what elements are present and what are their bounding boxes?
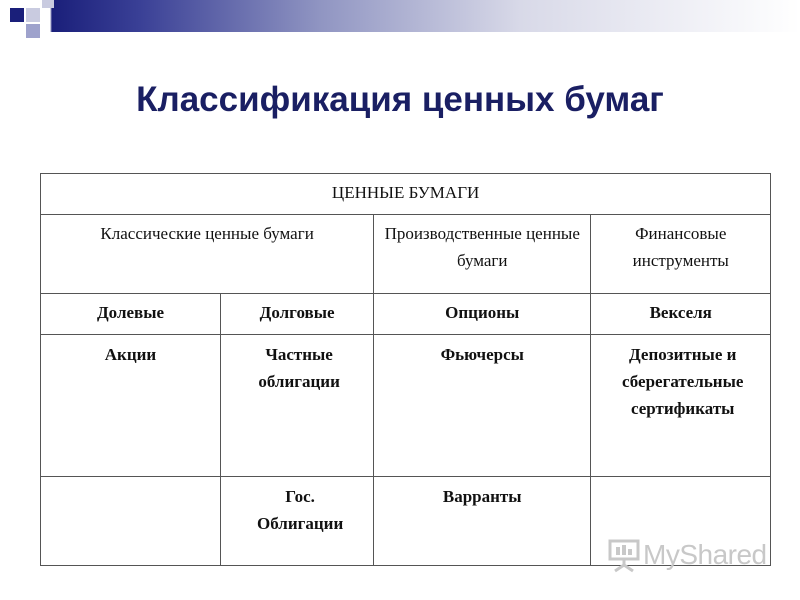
corner-square-dark	[10, 8, 24, 22]
table-cell	[374, 335, 591, 477]
watermark	[607, 535, 767, 575]
table-cell	[221, 477, 374, 566]
table-cell	[221, 335, 374, 477]
cell-text: Акции	[104, 345, 157, 364]
cell-text: Частные облигации	[258, 345, 340, 391]
cell-text: Депозитные и сберегательные сертификаты	[622, 345, 744, 418]
group-cell-classic	[41, 215, 374, 294]
group-label: Производственные ценные бумаги	[384, 224, 580, 270]
watermark-text: MyShared	[643, 539, 767, 570]
cell-text: Гос. Облигации	[257, 487, 344, 533]
table-header-cell	[41, 174, 771, 215]
header-band-gap	[40, 32, 800, 38]
group-cell-financial	[591, 215, 771, 294]
cell-text: Варранты	[442, 487, 522, 506]
corner-square-mid	[26, 24, 40, 38]
classification-table	[40, 173, 771, 566]
type-label: Опционы	[445, 303, 520, 322]
corner-square-light	[26, 8, 40, 22]
presentation-board-icon	[607, 535, 641, 573]
type-label: Векселя	[649, 303, 712, 322]
type-cell	[374, 294, 591, 335]
table-cell	[591, 335, 771, 477]
type-label: Долевые	[96, 303, 165, 322]
group-cell-derivative	[374, 215, 591, 294]
type-cell	[221, 294, 374, 335]
group-label: Финансовые инструменты	[632, 224, 729, 270]
type-cell	[41, 294, 221, 335]
table-row	[41, 335, 771, 477]
types-row	[41, 294, 771, 335]
type-cell	[591, 294, 771, 335]
corner-square-top	[42, 0, 54, 8]
header-row	[41, 174, 771, 215]
group-label: Классические ценные бумаги	[100, 224, 314, 243]
cell-text: Фьючерсы	[440, 345, 524, 364]
table-cell	[374, 477, 591, 566]
table-header-label: ЦЕННЫЕ БУМАГИ	[331, 183, 480, 202]
type-label: Долговые	[259, 303, 335, 322]
groups-row	[41, 215, 771, 294]
slide-title: Классификация ценных бумаг	[136, 80, 664, 119]
table-cell	[41, 477, 221, 566]
table-cell	[41, 335, 221, 477]
